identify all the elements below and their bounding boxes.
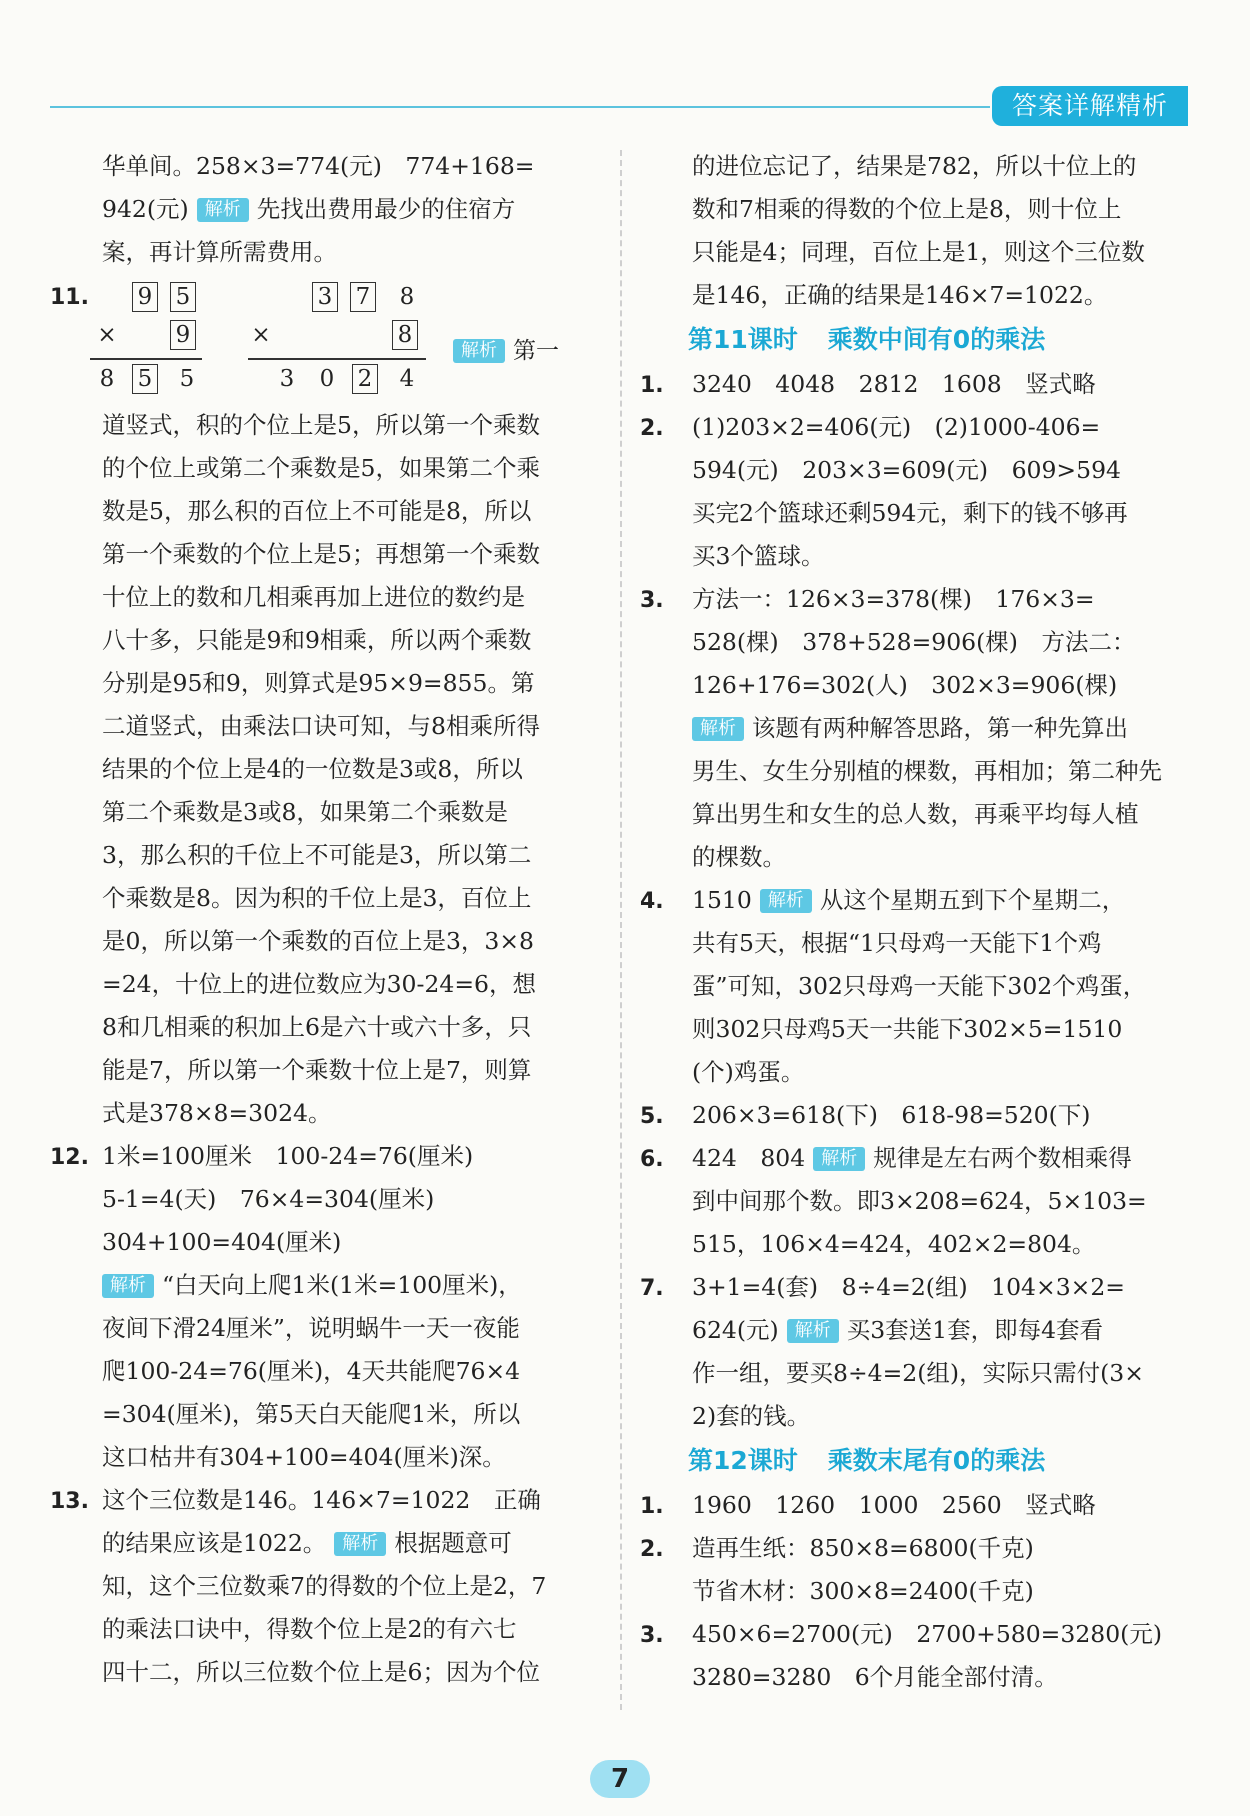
s2-number: 2. [640, 1537, 664, 1562]
q13-cont-line: 的进位忘记了，结果是782，所以十位上的 [692, 152, 1137, 180]
section-11-label: 第11课时 [688, 325, 798, 354]
v1-digit: 8 [99, 366, 115, 392]
q11-analysis-text: 第一 [513, 338, 559, 364]
r5-text: 206×3=618(下) 618-98=520(下) [692, 1101, 1091, 1129]
q10-line: 华单间。258×3=774(元) 774+168= [102, 152, 535, 180]
v1-times: × [97, 322, 117, 348]
analysis-tag: 解析 [197, 198, 249, 222]
r3-line: 126+176=302(人) 302×3=906(棵) [692, 671, 1118, 699]
q12-line [50, 1135, 595, 1178]
s2-line: 节省木材：300×8=2400(千克) [692, 1577, 1034, 1605]
r5-number: 5. [640, 1104, 664, 1129]
s1-text: 1960 1260 1000 2560 竖式略 [692, 1491, 1096, 1519]
r3-line [640, 578, 1195, 621]
v1-rule [90, 358, 202, 360]
q13-text: 的结果应该是1022。 [102, 1529, 327, 1557]
q13-line [50, 1522, 595, 1565]
q11-line: 8和几相乘的积加上6是六十或六十多，只 [102, 1013, 532, 1041]
q10-line [50, 188, 595, 231]
r1-text: 3240 4048 2812 1608 竖式略 [692, 370, 1096, 398]
q12-number: 12. [50, 1145, 89, 1170]
q12-line: =304(厘米)，第5天白天能爬1米，所以 [102, 1400, 521, 1428]
right-column [640, 145, 1195, 1699]
q11-line: 是0，所以第一个乘数的百位上是3，3×8 [102, 927, 534, 955]
r4-line: 蛋”可知，302只母鸡一天能下302个鸡蛋， [692, 972, 1147, 1000]
analysis-tag: 解析 [813, 1147, 865, 1171]
q12-line: 304+100=404(厘米) [102, 1228, 342, 1256]
analysis-tag: 解析 [102, 1274, 154, 1298]
r3-number: 3. [640, 588, 664, 613]
q11-vertical-multiplication [50, 274, 595, 404]
q10-line: 案，再计算所需费用。 [102, 238, 337, 266]
v1-box: 5 [170, 282, 196, 312]
r1-number: 1. [640, 373, 664, 398]
r3-line: 528(棵) 378+528=906(棵) 方法二： [692, 628, 1136, 656]
r6-text: 规律是左右两个数相乘得 [873, 1144, 1132, 1172]
q12-line [50, 1264, 595, 1307]
section-11-title: 乘数中间有0的乘法 [827, 325, 1046, 354]
v2-box: 2 [352, 364, 378, 394]
r2-text: (1)203×2=406(元) (2)1000-406= [692, 413, 1101, 441]
v1-digit: 5 [179, 366, 195, 392]
r3-line: 男生、女生分别植的棵数，再相加；第二种先 [692, 757, 1162, 785]
r4-number: 4. [640, 889, 664, 914]
r7-text: 3+1=4(套) 8÷4=2(组) 104×3×2= [692, 1273, 1125, 1301]
r7-line [640, 1309, 1195, 1352]
q13-cont-line: 数和7相乘的得数的个位上是8，则十位上 [692, 195, 1122, 223]
r4-line: (个)鸡蛋。 [692, 1058, 805, 1086]
analysis-tag: 解析 [334, 1532, 386, 1556]
q11-line: 3，那么积的千位上不可能是3，所以第二 [102, 841, 532, 869]
r6-line: 515，106×4=424，402×2=804。 [692, 1230, 1096, 1258]
analysis-tag: 解析 [760, 889, 812, 913]
r4-line: 则302只母鸡5天一共能下302×5=1510 [692, 1015, 1123, 1043]
q12-line: 爬100-24=76(厘米)，4天共能爬76×4 [102, 1357, 521, 1385]
left-column [50, 145, 595, 1694]
r7-line: 2)套的钱。 [692, 1402, 811, 1430]
q11-line: 式是378×8=3024。 [102, 1099, 332, 1127]
r1-line [640, 363, 1195, 406]
r2-number: 2. [640, 416, 664, 441]
q11-line: 分别是95和9，则算式是95×9=855。第 [102, 669, 535, 697]
s2-line [640, 1527, 1195, 1570]
r4-text: 1510 [692, 886, 752, 914]
r7-text: 买3套送1套，即每4套看 [846, 1316, 1104, 1344]
q12-line: 5-1=4(天) 76×4=304(厘米) [102, 1185, 435, 1213]
q12-text: “白天向上爬1米(1米=100厘米)， [162, 1271, 522, 1299]
q13-text: 这个三位数是146。146×7=1022 正确 [102, 1486, 541, 1514]
q11-line: 的个位上或第二个乘数是5，如果第二个乘 [102, 454, 540, 482]
q12-line: 这口枯井有304+100=404(厘米)深。 [102, 1443, 506, 1471]
r7-number: 7. [640, 1276, 664, 1301]
s1-number: 1. [640, 1494, 664, 1519]
header-rule [50, 106, 990, 108]
r2-line: 买3个篮球。 [692, 542, 825, 570]
q10-text: 942(元) [102, 195, 189, 223]
r2-line: 买完2个篮球还剩594元，剩下的钱不够再 [692, 499, 1128, 527]
v1-box: 9 [170, 320, 196, 350]
v2-digit: 4 [399, 366, 415, 392]
analysis-tag: 解析 [692, 717, 744, 741]
q11-number: 11. [50, 285, 89, 310]
r3-line [640, 707, 1195, 750]
v2-box: 8 [392, 320, 418, 350]
s3-line: 3280=3280 6个月能全部付清。 [692, 1663, 1058, 1691]
v2-times: × [251, 322, 271, 348]
q13-text: 根据题意可 [394, 1529, 512, 1557]
v2-box: 7 [350, 282, 376, 312]
q11-analysis [445, 330, 559, 373]
r6-number: 6. [640, 1147, 664, 1172]
q11-line: 能是7，所以第一个乘数十位上是7，则算 [102, 1056, 532, 1084]
r2-line: 594(元) 203×3=609(元) 609>594 [692, 456, 1121, 484]
r3-text: 该题有两种解答思路，第一种先算出 [752, 714, 1128, 742]
q10-text: 先找出费用最少的住宿方 [256, 195, 516, 223]
r6-line [640, 1137, 1195, 1180]
r3-text: 方法一：126×3=378(棵) 176×3= [692, 585, 1095, 613]
v2-digit: 0 [319, 366, 335, 392]
q11-line: =24，十位上的进位数应为30-24=6，想 [102, 970, 536, 998]
r3-line: 算出男生和女生的总人数，再乘平均每人植 [692, 800, 1139, 828]
r7-line [640, 1266, 1195, 1309]
section-12-title: 乘数末尾有0的乘法 [827, 1446, 1046, 1475]
r4-text: 从这个星期五到下个星期二， [819, 886, 1126, 914]
q11-line: 十位上的数和几相乘再加上进位的数约是 [102, 583, 525, 611]
r4-line [640, 879, 1195, 922]
r2-line [640, 406, 1195, 449]
q11-line: 二道竖式，由乘法口诀可知，与8相乘所得 [102, 712, 540, 740]
q11-line: 道竖式，积的个位上是5，所以第一个乘数 [102, 411, 540, 439]
q13-number: 13. [50, 1489, 89, 1514]
r7-line: 作一组，要买8÷4=2(组)，实际只需付(3× [692, 1359, 1144, 1387]
page-number: 7 [590, 1760, 650, 1798]
v1-box: 9 [132, 282, 158, 312]
q11-line: 个乘数是8。因为积的千位上是3，百位上 [102, 884, 532, 912]
v2-digit: 8 [399, 284, 415, 310]
r7-text: 624(元) [692, 1316, 779, 1344]
analysis-tag: 解析 [787, 1319, 839, 1343]
section-11-heading [640, 317, 1195, 363]
r6-text: 424 804 [692, 1144, 806, 1172]
s3-line [640, 1613, 1195, 1656]
q11-line: 第二个乘数是3或8，如果第二个乘数是 [102, 798, 508, 826]
r6-line: 到中间那个数。即3×208=624，5×103= [692, 1187, 1147, 1215]
q13-line: 的乘法口诀中，得数个位上是2的有六七 [102, 1615, 517, 1643]
q12-line: 夜间下滑24厘米”，说明蜗牛一天一夜能 [102, 1314, 520, 1342]
analysis-tag: 解析 [453, 339, 505, 363]
v2-rule [248, 358, 426, 360]
section-12-heading [640, 1438, 1195, 1484]
q13-cont-line: 只能是4；同理，百位上是1，则这个三位数 [692, 238, 1145, 266]
v2-digit: 3 [279, 366, 295, 392]
q13-line: 四十二，所以三位数个位上是6；因为个位 [102, 1658, 540, 1686]
r4-line: 共有5天，根据“1只母鸡一天能下1个鸡 [692, 929, 1102, 957]
q13-line: 知，这个三位数乘7的得数的个位上是2，7 [102, 1572, 547, 1600]
q11-line: 数是5，那么积的百位上不可能是8，所以 [102, 497, 532, 525]
column-divider [620, 150, 622, 1710]
q11-line: 结果的个位上是4的一位数是3或8，所以 [102, 755, 523, 783]
section-12-label: 第12课时 [688, 1446, 798, 1475]
s3-number: 3. [640, 1623, 664, 1648]
q13-cont-line: 是146，正确的结果是146×7=1022。 [692, 281, 1108, 309]
q13-line [50, 1479, 595, 1522]
q11-line: 第一个乘数的个位上是5；再想第一个乘数 [102, 540, 540, 568]
s1-line [640, 1484, 1195, 1527]
header-title: 答案详解精析 [992, 86, 1188, 126]
q11-explanation [50, 404, 595, 1135]
s2-text: 造再生纸：850×8=6800(千克) [692, 1534, 1034, 1562]
v1-box: 5 [132, 364, 158, 394]
r3-line: 的棵数。 [692, 843, 786, 871]
s3-text: 450×6=2700(元) 2700+580=3280(元) [692, 1620, 1163, 1648]
v2-box: 3 [312, 282, 338, 312]
q12-text: 1米=100厘米 100-24=76(厘米) [102, 1142, 474, 1170]
q11-line: 八十多，只能是9和9相乘，所以两个乘数 [102, 626, 532, 654]
r5-line [640, 1094, 1195, 1137]
